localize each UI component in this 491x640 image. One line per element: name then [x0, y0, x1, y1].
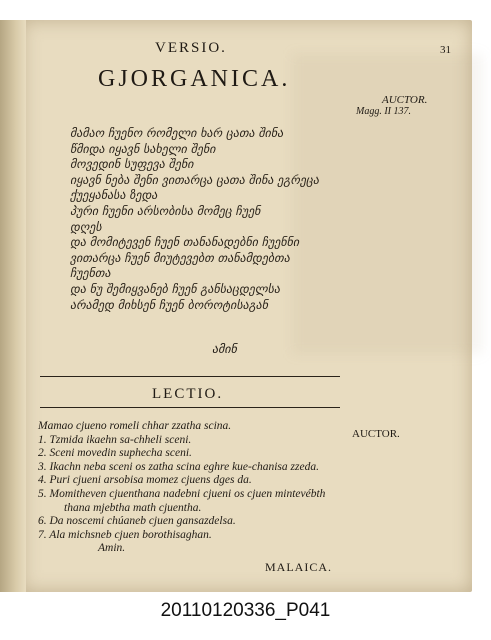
georgian-line: დღეს: [70, 219, 102, 234]
image-caption: 20110120336_P041: [160, 600, 331, 621]
georgian-line: ჩუენთა: [70, 266, 111, 281]
georgian-line: ვითარცა ჩუენ მიუტევებთ თანამდებთა: [70, 250, 290, 265]
footer-catchword: MALAICA.: [265, 560, 332, 574]
book-spine-shadow: [0, 20, 26, 592]
lectio-line: 2. Sceni movedin suphecha sceni.: [38, 447, 192, 460]
reference-note: Magg. II 137.: [356, 106, 411, 117]
georgian-line: წმიდა იყავნ სახელი შენი: [70, 141, 216, 156]
georgian-line: პური ჩუენი არსობისა მომეც ჩუენ: [70, 203, 261, 218]
georgian-text-block: [70, 126, 370, 313]
lectio-heading: LECTIO.: [152, 386, 224, 402]
running-title: VERSIO.: [155, 40, 227, 56]
georgian-amen: ამინ: [212, 342, 237, 356]
lectio-line: thana mjebtha math cjuentha.: [64, 501, 202, 514]
lectio-line: Mamao cjueno romeli chhar zzatha scina.: [38, 420, 232, 432]
page-number: 31: [440, 44, 451, 56]
auctor-label-side: AUCTOR.: [352, 428, 400, 440]
lectio-line: 3. Ikachn neba sceni os zatha scina eghre kue-chanisa zzeda.: [38, 460, 319, 473]
section-heading: GJORGANICA.: [98, 66, 291, 92]
georgian-line: მოვედინ სუფევა შენი: [70, 157, 194, 172]
georgian-line: და ნუ შემიყვანებ ჩუენ განსაცდელსა: [70, 281, 281, 296]
lectio-text-block: [38, 420, 348, 556]
divider-rule-top: [40, 376, 340, 377]
divider-rule-bottom: [40, 407, 340, 408]
georgian-line: მამაო ჩუენო რომელი ხარ ცათა შინა: [70, 126, 284, 140]
lectio-line: 4. Puri cjueni arsobisa momez cjuens dges da.: [38, 474, 252, 487]
lectio-line: 1. Tzmida ikaehn sa-chheli sceni.: [38, 433, 192, 446]
georgian-line: იყავნ ნება შენი ვითარცა ცათა შინა ეგრეცა: [70, 172, 319, 187]
auctor-label-top: AUCTOR.: [382, 94, 428, 106]
lectio-line: 5. Momitheven cjuenthana nadebni cjueni os cjuen mintevébth: [38, 487, 326, 500]
georgian-line: და მომიტევენ ჩუენ თანანადებნი ჩუენნი: [70, 235, 300, 250]
lectio-line: 6. Da noscemi chúaneb cjuen gansazdelsa.: [38, 515, 236, 528]
georgian-line: არამედ მიხსენ ჩუენ ბოროტისაგან: [70, 297, 269, 312]
georgian-line: ქუეყანასა ზედა: [70, 188, 158, 203]
lectio-line: 7. Ala michsneb cjuen borothisaghan.: [38, 528, 212, 541]
lectio-line: Amin.: [98, 542, 126, 555]
